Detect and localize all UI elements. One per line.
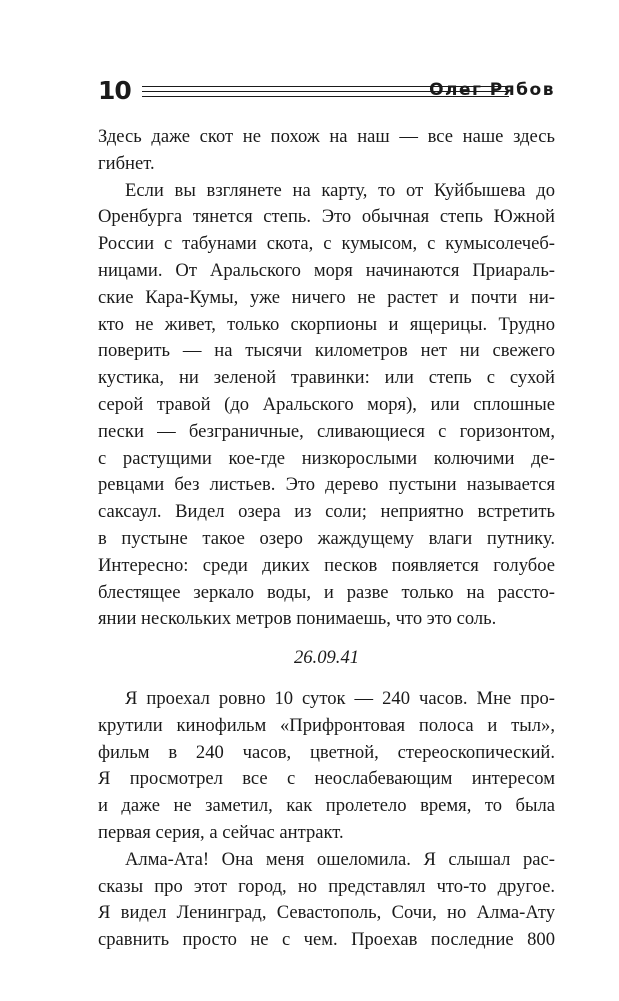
text-line: Оренбурга тянется степь. Это обычная степь Южной — [98, 206, 555, 228]
body-text — [98, 124, 555, 954]
paragraph — [98, 847, 555, 954]
text-line: сказы про этот город, но представлял что-то другое. — [98, 875, 555, 897]
text-line: блестящее зеркало воды, и разве только на рассто- — [98, 581, 555, 603]
paragraph — [98, 178, 555, 634]
text-line: в пустыне такое озеро жаждущему влаги путнику. — [98, 527, 555, 549]
running-header — [98, 76, 555, 106]
text-line: саксаул. Видел озера из соли; неприятно встретить — [98, 501, 555, 523]
text-line: первая серия, а сейчас антракт. — [98, 821, 344, 843]
text-line: ницами. От Аральского моря начинаются Приараль- — [98, 259, 555, 281]
author-name: Олег Рябов — [429, 80, 555, 100]
text-line: Алма-Ата! Она меня ошеломила. Я слышал рас- — [125, 848, 555, 870]
text-line: России с табунами скота, с кумысом, с кумысолечеб- — [98, 233, 555, 255]
text-line: фильм в 240 часов, цветной, стереоскопический. — [98, 741, 555, 763]
text-line: Если вы взглянете на карту, то от Куйбышева до — [125, 179, 555, 201]
text-line: и даже не заметил, как пролетело время, то была — [98, 795, 555, 817]
text-line: Я видел Ленинград, Севастополь, Сочи, но Алма-Ату — [98, 902, 555, 924]
text-line: Интересно: среди диких песков появляется голубое — [98, 554, 555, 576]
text-line: ские Кара-Кумы, уже ничего не растет и почти ни- — [98, 286, 555, 308]
text-line: пески — безграничные, сливающиеся с горизонтом, — [98, 420, 555, 442]
text-line: кто не живет, только скорпионы и ящерицы. Трудно — [98, 313, 555, 335]
text-line: с растущими кое-где низкорослыми колючими де- — [98, 447, 555, 469]
text-line: ревцами без листьев. Это дерево пустыни называется — [98, 474, 555, 496]
text-line: янии нескольких метров понимаешь, что это соль. — [98, 608, 497, 630]
text-line: крутили кинофильм «Прифронтовая полоса и тыл», — [98, 714, 555, 736]
text-line: кустика, ни зеленой травинки: или степь с сухой — [98, 367, 555, 389]
text-line: сравнить просто не с чем. Проехав последние 800 — [98, 929, 555, 951]
date-heading: 26.09.41 — [293, 647, 360, 669]
text-line: Здесь даже скот не похож на наш — все наше здесь — [98, 126, 555, 147]
text-line: поверить — на тысячи километров нет ни свежего — [98, 340, 555, 362]
paragraph — [98, 124, 555, 178]
text-line: серой травой (до Аральского моря), или сплошные — [98, 393, 555, 415]
page-number: 10 — [98, 76, 131, 105]
text-line: Я проехал ровно 10 суток — 240 часов. Мне про- — [125, 687, 555, 709]
text-line: Я просмотрел все с неослабевающим интересом — [98, 768, 555, 790]
paragraph — [98, 686, 555, 847]
text-line: гибнет. — [98, 152, 155, 174]
